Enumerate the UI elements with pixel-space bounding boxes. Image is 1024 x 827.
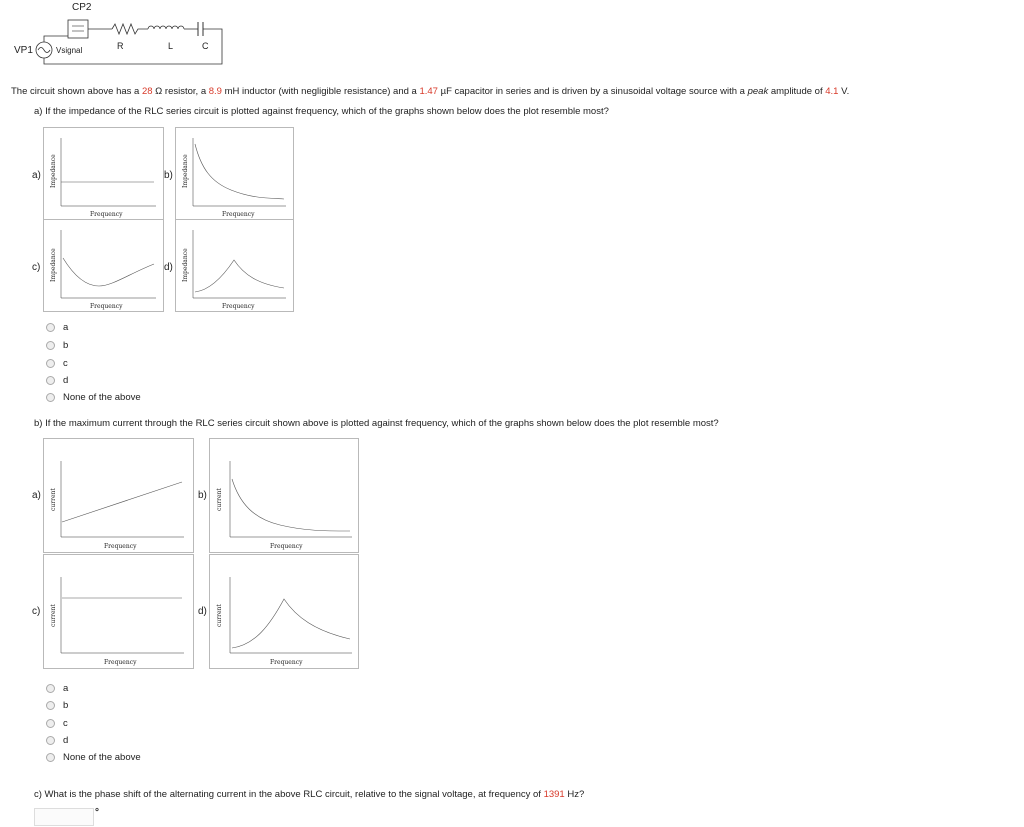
part-b-option-b[interactable]: b xyxy=(46,700,68,711)
resistor-label: R xyxy=(117,41,124,51)
part-b-graph-label-c: c) xyxy=(32,606,41,617)
x-axis-label: Frequency xyxy=(270,659,303,666)
radio-button[interactable] xyxy=(46,736,55,745)
part-a-graph-c xyxy=(43,219,164,312)
part-a-graph-b xyxy=(175,127,294,220)
part-b-option-none[interactable]: None of the above xyxy=(46,752,141,763)
part-b-option-d[interactable]: d xyxy=(46,735,68,746)
part-b-graph-b xyxy=(209,438,359,553)
part-b-graph-label-b: b) xyxy=(198,490,207,501)
x-axis-label: Frequency xyxy=(90,303,123,310)
circuit-diagram xyxy=(0,0,240,70)
part-a-graph-label-c: c) xyxy=(32,262,41,273)
part-a-question: a) If the impedance of the RLC series circuit is plotted against frequency, which of the graphs shown below does the plot resemble most? xyxy=(34,106,609,117)
part-b-graph-label-d: d) xyxy=(198,606,207,617)
y-axis-label: Impedance xyxy=(50,248,57,282)
radio-button[interactable] xyxy=(46,376,55,385)
phase-shift-input[interactable] xyxy=(34,808,94,826)
y-axis-label: Impedance xyxy=(182,154,189,188)
part-c-frequency: 1391 xyxy=(543,789,565,800)
part-b-question: b) If the maximum current through the RLC series circuit shown above is plotted against frequency, which of the graphs shown below does the plot resemble most? xyxy=(34,418,719,429)
y-axis-label: current xyxy=(216,488,223,511)
x-axis-label: Frequency xyxy=(104,659,137,666)
y-axis-label: Impedance xyxy=(182,248,189,282)
x-axis-label: Frequency xyxy=(270,543,303,550)
y-axis-label: current xyxy=(50,604,57,627)
circuit-title: CP2 xyxy=(72,2,92,13)
part-a-option-b[interactable]: b xyxy=(46,340,68,351)
y-axis-label: current xyxy=(50,488,57,511)
impedance-curve xyxy=(63,258,154,286)
source-label: VP1 xyxy=(14,45,33,56)
degree-unit: ° xyxy=(95,807,99,818)
y-axis-label: Impedance xyxy=(50,154,57,188)
signal-label: Vsignal xyxy=(56,46,83,55)
part-a-graph-label-d: d) xyxy=(164,262,173,273)
current-curve xyxy=(232,479,350,531)
problem-intro: The circuit shown above has a 28 Ω resistor, a 8.9 mH inductor (with negligible resistance) and a 1.47 µF capacitor in series and is driven by a sinusoidal voltage source with a peak amplitude of 4.1 V. xyxy=(11,86,850,97)
part-b-graph-label-a: a) xyxy=(32,490,41,501)
x-axis-label: Frequency xyxy=(104,543,137,550)
capacitor-label: C xyxy=(202,41,209,51)
inductor-label: L xyxy=(168,41,174,51)
radio-button[interactable] xyxy=(46,753,55,762)
part-a-graph-label-a: a) xyxy=(32,170,41,181)
y-axis-label: current xyxy=(216,604,223,627)
x-axis-label: Frequency xyxy=(222,303,255,310)
radio-button[interactable] xyxy=(46,684,55,693)
impedance-curve xyxy=(195,260,284,292)
part-b-option-c[interactable]: c xyxy=(46,718,68,729)
x-axis-label: Frequency xyxy=(222,211,255,218)
current-curve xyxy=(232,599,350,648)
part-b-graph-a xyxy=(43,438,194,553)
x-axis-label: Frequency xyxy=(90,211,123,218)
circuit-schematic xyxy=(0,0,240,70)
part-b-option-a[interactable]: a xyxy=(46,683,68,694)
radio-button[interactable] xyxy=(46,701,55,710)
impedance-curve xyxy=(195,144,284,199)
radio-button[interactable] xyxy=(46,341,55,350)
radio-button[interactable] xyxy=(46,323,55,332)
part-a-option-d[interactable]: d xyxy=(46,375,68,386)
radio-button[interactable] xyxy=(46,393,55,402)
part-a-option-c[interactable]: c xyxy=(46,358,68,369)
part-b-graph-d xyxy=(209,554,359,669)
part-a-graph-d xyxy=(175,219,294,312)
current-curve xyxy=(62,482,182,522)
part-b-graph-c xyxy=(43,554,194,669)
part-a-graph-label-b: b) xyxy=(164,170,173,181)
radio-button[interactable] xyxy=(46,359,55,368)
part-a-graph-a xyxy=(43,127,164,220)
part-c-question: c) What is the phase shift of the alternating current in the above RLC circuit, relative to the signal voltage, at frequency of 1391 Hz? xyxy=(34,789,585,800)
radio-button[interactable] xyxy=(46,719,55,728)
part-a-option-a[interactable]: a xyxy=(46,322,68,333)
part-a-option-none[interactable]: None of the above xyxy=(46,392,141,403)
